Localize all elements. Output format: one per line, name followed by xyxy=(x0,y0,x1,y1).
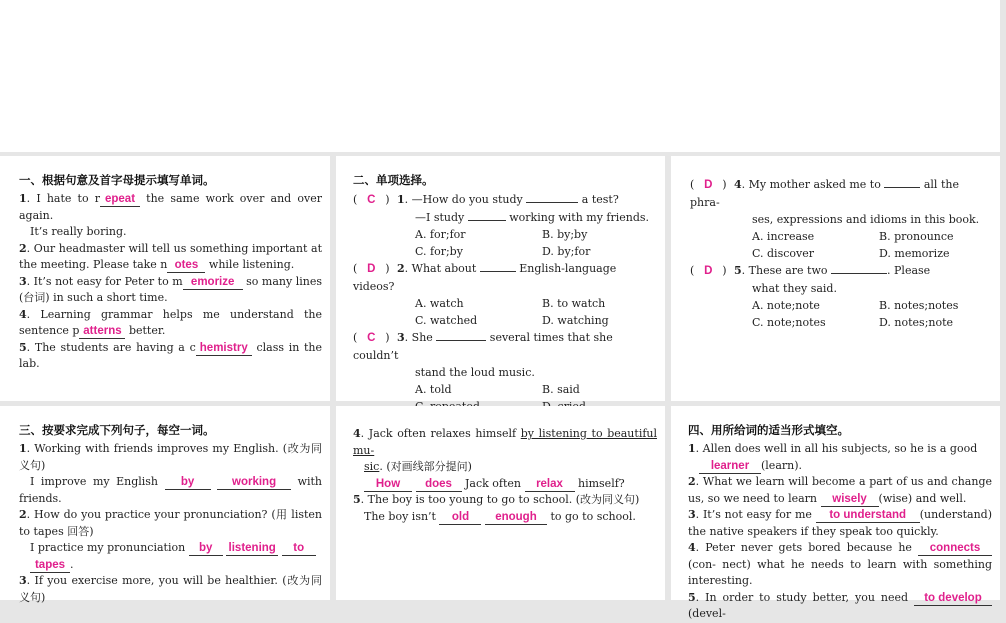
option[interactable]: A. for;for xyxy=(415,228,466,241)
option[interactable]: C. note;notes xyxy=(752,316,826,329)
option[interactable]: D. memorize xyxy=(879,247,950,260)
s2-q5-answer[interactable]: D xyxy=(704,265,713,277)
s4-question-1: 1. Allen does well in all his subjects, so he is a good learner (learn). xyxy=(688,442,978,472)
panel-section-2 xyxy=(336,156,665,401)
blank-line xyxy=(831,273,887,274)
s2-question-5: ( D ) 5. These are two . Please what they said. A. note;note B. notes;notes C. note;notes D. notes;note xyxy=(690,262,992,331)
blank-header-area xyxy=(0,0,1000,152)
s2-question-1: ( C ) 1. —How do you study a test? —I study working with my friends. A. for;for B. by;by C. for;by D. by;for xyxy=(353,191,657,260)
s2-q2-answer[interactable]: D xyxy=(367,263,376,275)
s2-q1-answer[interactable]: C xyxy=(367,194,376,206)
s3-question-4: 4. Jack often relaxes himself by listening to beautiful mu- sic. (对画线部分提问) How does Jack often relax himself? xyxy=(353,427,658,490)
option[interactable]: B. to watch xyxy=(542,297,606,310)
s2-q4-answer[interactable]: D xyxy=(704,179,713,191)
s1-question-1: 1. I hate to r epeat the same work over and over again. It’s really boring. xyxy=(19,192,322,238)
s1-question-2: 2. Our headmaster will tell us something important at the meeting. Please take n otes while listening. xyxy=(19,241,322,271)
s4-q4-answer[interactable]: connects xyxy=(918,542,992,556)
s3-q5-answer-2[interactable]: enough xyxy=(485,511,547,525)
s2-question-3: ( C ) 3. She several times that she couldn’t stand the loud music. A. told B. said xyxy=(353,329,657,415)
s1-q4-answer[interactable]: atterns xyxy=(79,325,125,339)
s4-question-5: 5. In order to study better, you need to develop(devel- xyxy=(688,590,992,623)
s1-question-5: 5. The students are having a c hemistry class in the lab. xyxy=(19,340,323,370)
panel-section-2-continued xyxy=(671,156,1000,401)
s4-q1-answer[interactable]: learner xyxy=(699,460,761,474)
s1-q3-answer[interactable]: emorize xyxy=(183,276,243,290)
s3-q5-answer-1[interactable]: old xyxy=(439,511,481,525)
s3-question-1: 1. Working with friends improves my English. (改为同义句) I improve my English by working with friends. xyxy=(19,442,323,505)
s3-question-5: 5. The boy is too young to go to school. (改为同义句) The boy isn’t old enough to go to school. xyxy=(353,493,640,523)
option[interactable]: B. pronounce xyxy=(879,230,954,243)
s3-q2-answer-4[interactable]: tapes xyxy=(30,559,70,573)
option[interactable]: D. notes;note xyxy=(879,316,954,329)
panel-section-3-continued xyxy=(336,406,665,600)
panel-section-1 xyxy=(0,156,330,401)
s1-question-4: 4. Learning grammar helps me understand the sentence p atterns better. xyxy=(19,307,322,337)
s1-q1-answer[interactable]: epeat xyxy=(100,193,140,207)
s3-q2-answer-2[interactable]: listening xyxy=(226,542,278,556)
s3-q4-answer-1[interactable]: How xyxy=(364,478,412,492)
s3-q1-answer-2[interactable]: working xyxy=(217,476,291,490)
s1-q2-answer[interactable]: otes xyxy=(167,259,205,273)
s3-q2-answer-3[interactable]: to xyxy=(282,542,316,556)
option[interactable]: A. increase xyxy=(752,230,815,243)
option[interactable]: A. note;note xyxy=(752,299,820,312)
section-3-title: 三、按要求完成下列句子，每空一词。 xyxy=(19,423,215,437)
option[interactable]: B. said xyxy=(542,383,580,396)
s3-question-3: 3. If you exercise more, you will be healthier. (改为同义句) xyxy=(19,574,322,604)
section-4-title: 四、用所给词的适当形式填空。 xyxy=(688,423,849,437)
blank-line xyxy=(526,202,578,203)
s4-question-4: 4. Peter never gets bored because he connects(con- nect) what he needs to learn with something interesting. xyxy=(688,541,993,587)
s3-q4-answer-2[interactable]: does xyxy=(416,478,462,492)
s4-question-3: 3. It’s not easy for me to understand (understand) the native speakers if they speak too quickly. xyxy=(688,508,992,538)
panel-section-3 xyxy=(0,406,330,604)
blank-line xyxy=(480,271,516,272)
panel-section-4 xyxy=(671,406,1000,620)
option[interactable]: D. by;for xyxy=(542,245,591,258)
s1-q5-answer[interactable]: hemistry xyxy=(196,342,252,356)
s3-q4-answer-3[interactable]: relax xyxy=(525,478,575,492)
option[interactable]: C. watched xyxy=(415,314,478,327)
section-2-title: 二、单项选择。 xyxy=(353,173,434,187)
s3-q1-answer-1[interactable]: by xyxy=(165,476,211,490)
s2-q3-answer[interactable]: C xyxy=(367,332,376,344)
option[interactable]: A. told xyxy=(415,383,452,396)
s2-question-4: ( D ) 4. My mother asked me to all the phra- ses, expressions and idioms in this book. A. increase B. pronounce C. discover D. memorize xyxy=(690,176,992,262)
s4-q3-answer[interactable]: to understand xyxy=(816,509,920,523)
section-1-title: 一、根据句意及首字母提示填写单词。 xyxy=(19,173,215,187)
s3-question-2: 2. How do you practice your pronunciation? (用 listen to tapes 回答) I practice my pronunciation by listening to tapes . xyxy=(19,508,322,571)
blank-line xyxy=(884,187,920,188)
option[interactable]: D. watching xyxy=(542,314,609,327)
s4-q2-answer[interactable]: wisely xyxy=(821,493,879,507)
s1-question-3: 3. It’s not easy for Peter to m emorize so many lines (台词) in such a short time. xyxy=(19,274,322,304)
s4-question-2: 2. What we learn will become a part of us and change us, so we need to learn wisely (wise) and well. xyxy=(688,475,992,505)
blank-line xyxy=(468,220,506,221)
option[interactable]: A. watch xyxy=(415,297,464,310)
option[interactable]: C. for;by xyxy=(415,245,463,258)
option[interactable]: B. by;by xyxy=(542,228,588,241)
s4-q5-answer[interactable]: to develop xyxy=(914,592,992,606)
option[interactable]: B. notes;notes xyxy=(879,299,959,312)
blank-line xyxy=(436,340,486,341)
s3-q2-answer-1[interactable]: by xyxy=(189,542,223,556)
option[interactable]: C. discover xyxy=(752,247,814,260)
s2-question-2: ( D ) 2. What about English-language videos? A. watch B. to watch C. watched D. watching xyxy=(353,260,657,329)
